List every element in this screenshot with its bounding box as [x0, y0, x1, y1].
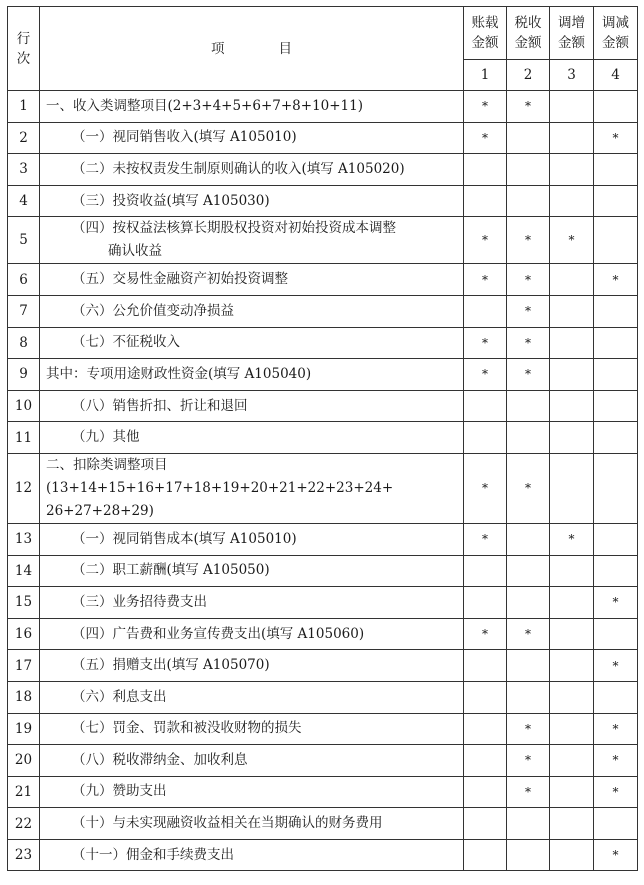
- table-row: [8, 264, 638, 296]
- row-number: 10: [8, 390, 40, 422]
- table-row: [8, 217, 638, 264]
- adjustment-table: [7, 6, 638, 871]
- amount-cell: *: [507, 295, 550, 327]
- amount-cell: *: [594, 839, 638, 871]
- amount-cell: [550, 555, 594, 587]
- amount-cell: [507, 154, 550, 186]
- row-number: 4: [8, 185, 40, 217]
- row-number: 21: [8, 776, 40, 808]
- item-label: （九）赞助支出: [40, 776, 464, 808]
- amount-cell: [594, 453, 638, 523]
- amount-cell: [594, 295, 638, 327]
- amount-cell: *: [594, 122, 638, 154]
- item-label: （三）业务招待费支出: [40, 587, 464, 619]
- amount-cell: [550, 587, 594, 619]
- table-row: [8, 808, 638, 840]
- table-row: [8, 295, 638, 327]
- row-number: 14: [8, 555, 40, 587]
- item-header: 项 目: [40, 7, 464, 91]
- table-row: [8, 91, 638, 123]
- table-row: [8, 390, 638, 422]
- row-number: 16: [8, 618, 40, 650]
- item-label: （七）罚金、罚款和被没收财物的损失: [40, 713, 464, 745]
- amount-cell: [507, 390, 550, 422]
- amount-cell: [550, 264, 594, 296]
- table-row: [8, 587, 638, 619]
- amount-cell: [594, 91, 638, 123]
- amount-cell: [550, 122, 594, 154]
- table-row: [8, 327, 638, 359]
- table-row: [8, 453, 638, 523]
- item-label: （四）按权益法核算长期股权投资对初始投资成本调整 确认收益: [40, 217, 464, 264]
- item-label: （十）与未实现融资收益相关在当期确认的财务费用: [40, 808, 464, 840]
- amount-cell: [594, 154, 638, 186]
- row-number: 15: [8, 587, 40, 619]
- col-header-book-amount: 账载 金额: [464, 7, 507, 60]
- amount-cell: [550, 327, 594, 359]
- amount-cell: [550, 359, 594, 391]
- item-label: （二）未按权责发生制原则确认的收入(填写 A105020): [40, 154, 464, 186]
- amount-cell: [464, 808, 507, 840]
- amount-cell: *: [594, 713, 638, 745]
- amount-cell: *: [507, 618, 550, 650]
- amount-cell: [464, 295, 507, 327]
- table-row: [8, 618, 638, 650]
- amount-cell: *: [507, 745, 550, 777]
- amount-cell: [550, 453, 594, 523]
- amount-cell: *: [594, 745, 638, 777]
- item-label: （六）利息支出: [40, 681, 464, 713]
- amount-cell: [507, 650, 550, 682]
- amount-cell: *: [464, 618, 507, 650]
- item-label: （五）交易性金融资产初始投资调整: [40, 264, 464, 296]
- amount-cell: [507, 839, 550, 871]
- row-number: 8: [8, 327, 40, 359]
- amount-cell: *: [594, 776, 638, 808]
- amount-cell: [550, 650, 594, 682]
- amount-cell: *: [507, 776, 550, 808]
- amount-cell: [550, 745, 594, 777]
- row-number: 6: [8, 264, 40, 296]
- amount-cell: [464, 839, 507, 871]
- amount-cell: *: [594, 587, 638, 619]
- col-number: 3: [550, 60, 594, 91]
- amount-cell: *: [464, 264, 507, 296]
- amount-cell: [464, 745, 507, 777]
- col-header-tax-amount: 税收 金额: [507, 7, 550, 60]
- amount-cell: [550, 808, 594, 840]
- amount-cell: [550, 185, 594, 217]
- row-number: 5: [8, 217, 40, 264]
- amount-cell: *: [507, 264, 550, 296]
- table-row: [8, 185, 638, 217]
- amount-cell: *: [464, 523, 507, 555]
- item-label: （七）不征税收入: [40, 327, 464, 359]
- amount-cell: [464, 650, 507, 682]
- table-row: [8, 745, 638, 777]
- row-number: 18: [8, 681, 40, 713]
- row-number: 19: [8, 713, 40, 745]
- amount-cell: [594, 327, 638, 359]
- item-label: （一）视同销售收入(填写 A105010): [40, 122, 464, 154]
- amount-cell: [507, 681, 550, 713]
- item-label: 其中：专项用途财政性资金(填写 A105040): [40, 359, 464, 391]
- amount-cell: [507, 587, 550, 619]
- col-number: 1: [464, 60, 507, 91]
- amount-cell: [464, 713, 507, 745]
- amount-cell: *: [464, 453, 507, 523]
- row-number: 7: [8, 295, 40, 327]
- row-number: 3: [8, 154, 40, 186]
- row-number: 12: [8, 453, 40, 523]
- amount-cell: *: [464, 91, 507, 123]
- amount-cell: [594, 422, 638, 454]
- item-label: （四）广告费和业务宣传费支出(填写 A105060): [40, 618, 464, 650]
- row-number: 11: [8, 422, 40, 454]
- row-number: 20: [8, 745, 40, 777]
- amount-cell: [594, 185, 638, 217]
- amount-cell: [464, 422, 507, 454]
- row-number: 17: [8, 650, 40, 682]
- amount-cell: [550, 713, 594, 745]
- row-number: 2: [8, 122, 40, 154]
- col-number: 4: [594, 60, 638, 91]
- amount-cell: [550, 295, 594, 327]
- amount-cell: *: [550, 523, 594, 555]
- row-number: 9: [8, 359, 40, 391]
- amount-cell: [507, 808, 550, 840]
- amount-cell: *: [507, 359, 550, 391]
- amount-cell: [550, 91, 594, 123]
- amount-cell: *: [594, 264, 638, 296]
- amount-cell: [550, 422, 594, 454]
- amount-cell: [594, 618, 638, 650]
- amount-cell: [464, 776, 507, 808]
- col-number: 2: [507, 60, 550, 91]
- col-header-decrease-amount: 调减 金额: [594, 7, 638, 60]
- item-label: （九）其他: [40, 422, 464, 454]
- amount-cell: [550, 618, 594, 650]
- amount-cell: *: [464, 122, 507, 154]
- amount-cell: [594, 555, 638, 587]
- table-row: [8, 359, 638, 391]
- amount-cell: [464, 390, 507, 422]
- table-row: [8, 776, 638, 808]
- row-number: 22: [8, 808, 40, 840]
- table-row: [8, 555, 638, 587]
- item-label: （一）视同销售成本(填写 A105010): [40, 523, 464, 555]
- amount-cell: [507, 185, 550, 217]
- table-row: [8, 422, 638, 454]
- item-label: （六）公允价值变动净损益: [40, 295, 464, 327]
- table-row: [8, 839, 638, 871]
- table-row: [8, 713, 638, 745]
- row-number: 1: [8, 91, 40, 123]
- amount-cell: *: [507, 91, 550, 123]
- item-label: （十一）佣金和手续费支出: [40, 839, 464, 871]
- amount-cell: *: [507, 217, 550, 264]
- amount-cell: [464, 154, 507, 186]
- row-number-header: 行 次: [8, 7, 40, 91]
- col-header-increase-amount: 调增 金额: [550, 7, 594, 60]
- amount-cell: [464, 587, 507, 619]
- amount-cell: *: [464, 359, 507, 391]
- row-number: 13: [8, 523, 40, 555]
- row-number: 23: [8, 839, 40, 871]
- table-row: [8, 650, 638, 682]
- item-label: （二）职工薪酬(填写 A105050): [40, 555, 464, 587]
- amount-cell: [594, 390, 638, 422]
- amount-cell: [507, 122, 550, 154]
- amount-cell: *: [594, 650, 638, 682]
- item-label: （三）投资收益(填写 A105030): [40, 185, 464, 217]
- amount-cell: [550, 776, 594, 808]
- amount-cell: *: [507, 453, 550, 523]
- item-label: （八）税收滞纳金、加收利息: [40, 745, 464, 777]
- amount-cell: [507, 555, 550, 587]
- amount-cell: [464, 555, 507, 587]
- amount-cell: [464, 681, 507, 713]
- amount-cell: [594, 359, 638, 391]
- amount-cell: *: [464, 327, 507, 359]
- amount-cell: *: [550, 217, 594, 264]
- amount-cell: [507, 422, 550, 454]
- table-row: [8, 122, 638, 154]
- table-row: [8, 681, 638, 713]
- amount-cell: *: [464, 217, 507, 264]
- amount-cell: [464, 185, 507, 217]
- item-label: 一、收入类调整项目(2+3+4+5+6+7+8+10+11): [40, 91, 464, 123]
- amount-cell: [507, 523, 550, 555]
- amount-cell: *: [507, 713, 550, 745]
- item-label: （八）销售折扣、折让和退回: [40, 390, 464, 422]
- amount-cell: [594, 217, 638, 264]
- table-row: [8, 523, 638, 555]
- amount-cell: [594, 808, 638, 840]
- amount-cell: [550, 839, 594, 871]
- amount-cell: [594, 523, 638, 555]
- amount-cell: [550, 681, 594, 713]
- amount-cell: [550, 390, 594, 422]
- item-label: 二、扣除类调整项目 (13+14+15+16+17+18+19+20+21+22+23+24+ 26+27+28+29): [40, 453, 464, 523]
- item-label: （五）捐赠支出(填写 A105070): [40, 650, 464, 682]
- amount-cell: [550, 154, 594, 186]
- amount-cell: *: [507, 327, 550, 359]
- amount-cell: [594, 681, 638, 713]
- table-row: [8, 154, 638, 186]
